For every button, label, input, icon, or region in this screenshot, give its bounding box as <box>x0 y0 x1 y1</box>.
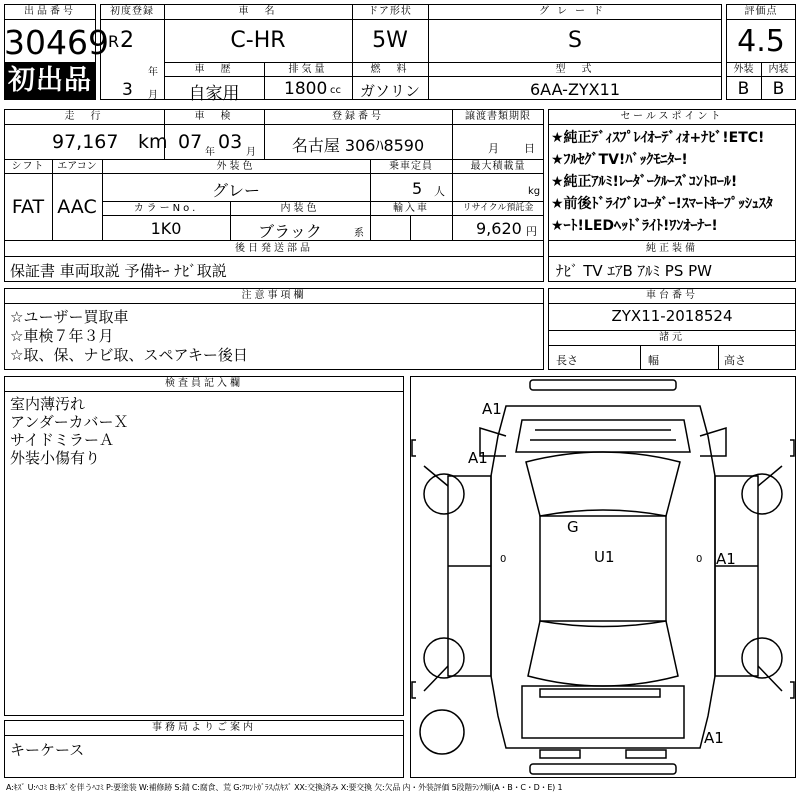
int-color-value: ブラック <box>258 222 322 241</box>
month-unit: 月 <box>148 90 158 101</box>
inspection-label: 車 検 <box>194 111 234 122</box>
right-side-panel <box>715 476 758 676</box>
era-letter: R <box>108 32 120 51</box>
score-value: 4.5 <box>737 24 785 59</box>
wheel-front-left <box>424 474 464 514</box>
mark-bottom-right: A1 <box>704 729 724 747</box>
mark-top-left: A1 <box>482 400 502 418</box>
transfer-label: 譲渡書類期限 <box>465 111 531 122</box>
capacity-label: 乗車定員 <box>389 161 433 172</box>
model-label: 型 式 <box>555 64 595 75</box>
rear-window <box>528 621 678 686</box>
lot-number: 30469 <box>4 23 109 62</box>
car-name-label: 車 名 <box>238 6 278 17</box>
mark-upper-left: A1 <box>468 449 488 467</box>
first-listing-text: 初出品 <box>8 65 92 96</box>
office-value: キーケース <box>10 741 85 759</box>
reg-year: 2 <box>120 28 134 53</box>
trunk-garnish <box>540 689 660 697</box>
year-unit: 年 <box>148 67 158 78</box>
plate-value: 名古屋 306ﾊ8590 <box>291 136 425 155</box>
score-label: 評価点 <box>744 6 778 17</box>
ext-color-label: 外装色 <box>216 161 256 172</box>
door-value: 5W <box>372 28 408 53</box>
mileage-unit: km <box>138 131 168 153</box>
color-no-value: 1K0 <box>150 219 182 238</box>
front-bumper-top <box>530 380 676 390</box>
door-label: ドア形状 <box>368 6 412 17</box>
displacement-label: 排気量 <box>288 64 328 75</box>
aircon-label: エアコン <box>57 161 97 172</box>
mileage-label: 走 行 <box>64 111 104 122</box>
transfer-day-unit: 日 <box>524 142 535 155</box>
grade-label: グレード <box>539 6 611 17</box>
recycle-value: 9,620 <box>476 219 522 238</box>
exterior-label: 外装 <box>733 64 754 75</box>
hood-lines <box>530 430 676 440</box>
mileage-value: 97,167 <box>52 131 119 153</box>
displacement-unit: cc <box>330 85 341 96</box>
inspection-year: 07 <box>178 131 203 153</box>
left-pillar-lines <box>424 466 448 691</box>
legend: A:ｷｽﾞ U:ﾍｺﾐ B:ｷｽﾞを伴うﾍｺﾐ P:要塗装 W:補修跡 S:錆 C:腐食、荒 G:ﾌﾛﾝﾄｶﾞﾗｽ点ｷｽﾞ XX:交換済み X:要交換 欠:欠品 内・外装評価 5段階ﾗﾝｸ順(A・B・C・D・E) 1 <box>6 783 563 792</box>
reg-month: 3 <box>122 80 133 100</box>
inspector-line: アンダーカバーＸ <box>10 413 129 431</box>
right-mirror <box>700 428 726 456</box>
sales-point-item: ★純正ｱﾙﾐ!ﾚｰﾀﾞｰｸﾙｰｽﾞｺﾝﾄﾛｰﾙ! <box>551 174 738 190</box>
inspection-month-unit: 月 <box>246 147 256 158</box>
notes-title: 注意事項欄 <box>241 290 307 301</box>
aircon-value: AAC <box>57 196 97 218</box>
load-unit: kg <box>528 186 541 197</box>
shift-value: FAT <box>11 196 45 218</box>
fuel-value: ガソリン <box>359 82 420 100</box>
wheel-rear-right <box>742 638 782 678</box>
sales-point-item: ★前後ﾄﾞﾗｲﾌﾞﾚｺｰﾀﾞｰ!ｽﾏｰﾄｷｰﾌﾟｯｼｭｽﾀ <box>551 196 773 212</box>
int-color-label: 内装色 <box>280 203 320 214</box>
car-name: C-HR <box>230 28 286 53</box>
right-pillar-lines <box>758 466 782 691</box>
interior-label: 内装 <box>768 64 789 75</box>
exterior-value: B <box>737 79 750 99</box>
inspection-month: 03 <box>218 131 243 153</box>
rear-bumper-bottom <box>530 764 676 774</box>
rear-brackets <box>412 682 794 698</box>
color-no-label: カラーNo. <box>133 203 199 214</box>
left-side-panel <box>448 476 491 676</box>
interior-value: B <box>772 79 785 99</box>
sales-points-title: セールスポイント <box>620 111 724 122</box>
model-value: 6AA-ZYX11 <box>530 80 620 99</box>
mark-small-zero-left: 0 <box>500 554 507 565</box>
note-line: ☆ユーザー買取車 <box>10 308 129 326</box>
windshield <box>526 452 680 516</box>
capacity-unit: 人 <box>434 185 445 198</box>
rear-bumper-left <box>540 750 580 758</box>
length-label: 長さ <box>556 354 578 367</box>
roof <box>540 516 666 621</box>
capacity-value: 5 <box>412 179 423 198</box>
later-parts-title: 後日発送部品 <box>235 243 313 254</box>
wheel-front-right <box>742 474 782 514</box>
chassis-value: ZYX11-2018524 <box>611 307 733 325</box>
plate-label: 登録番号 <box>332 111 384 122</box>
mark-right: A1 <box>716 550 736 568</box>
history-value: 自家用 <box>188 84 240 104</box>
transfer-month-unit: 月 <box>488 142 499 155</box>
shift-label: シフト <box>11 161 45 172</box>
load-label: 最大積載量 <box>470 161 526 172</box>
standard-equipment-title: 純正装備 <box>646 243 698 254</box>
wheel-rear-left <box>424 638 464 678</box>
int-color-suffix: 系 <box>354 228 364 239</box>
office-title: 事務局よりご案内 <box>152 722 256 733</box>
standard-equipment-value: ﾅﾋﾞ TV ｴｱB ｱﾙﾐ PS PW <box>556 262 712 280</box>
inspector-line: サイドミラーＡ <box>10 431 114 449</box>
car-diagram <box>410 376 796 778</box>
dims-title: 諸元 <box>659 332 685 343</box>
recycle-label: リサイクル預託金 <box>462 203 534 213</box>
sales-point-item: ★ｰﾄ!LEDﾍｯﾄﾞﾗｲﾄ!ﾜﾝｵｰﾅｰ! <box>551 218 718 234</box>
height-label: 高さ <box>724 354 746 367</box>
note-line: ☆車検７年３月 <box>10 327 114 345</box>
rear-bumper-right <box>626 750 666 758</box>
chassis-title: 車台番号 <box>646 290 698 301</box>
spare-wheel <box>420 710 464 754</box>
sales-points-list <box>551 127 795 239</box>
inspector-title: 検査員記入欄 <box>165 378 243 389</box>
history-label: 車 歴 <box>194 64 234 75</box>
inspector-line: 室内薄汚れ <box>10 395 86 413</box>
sales-point-item: ★ﾌﾙｾｸﾞTV!ﾊﾞｯｸﾓﾆﾀｰ! <box>551 152 688 168</box>
mark-center: U1 <box>594 548 615 566</box>
mark-small-zero-right: 0 <box>696 554 703 565</box>
first-reg-label: 初度登録 <box>110 6 154 17</box>
fuel-label: 燃 料 <box>370 64 410 75</box>
grade-value: S <box>568 28 582 53</box>
later-parts-value: 保証書 車両取説 予備ｷｰ ﾅﾋﾞ取説 <box>10 262 227 280</box>
inspector-line: 外装小傷有り <box>10 449 101 467</box>
inspection-year-unit: 年 <box>205 147 215 158</box>
ext-color-value: グレー <box>211 181 260 200</box>
width-label: 幅 <box>648 354 659 367</box>
mark-center-upper: G <box>567 518 579 536</box>
sales-point-item: ★純正ﾃﾞｨｽﾌﾟﾚｲｵｰﾃﾞｨｵ+ﾅﾋﾞ!ETC! <box>551 130 765 146</box>
note-line: ☆取、保、ナビ取、スペアキー後日 <box>10 346 248 364</box>
displacement-value: 1800 <box>284 79 328 99</box>
hood <box>516 420 690 452</box>
lot-number-label: 出品番号 <box>24 6 76 17</box>
recycle-unit: 円 <box>526 225 537 238</box>
import-label: 輸入車 <box>393 203 429 214</box>
